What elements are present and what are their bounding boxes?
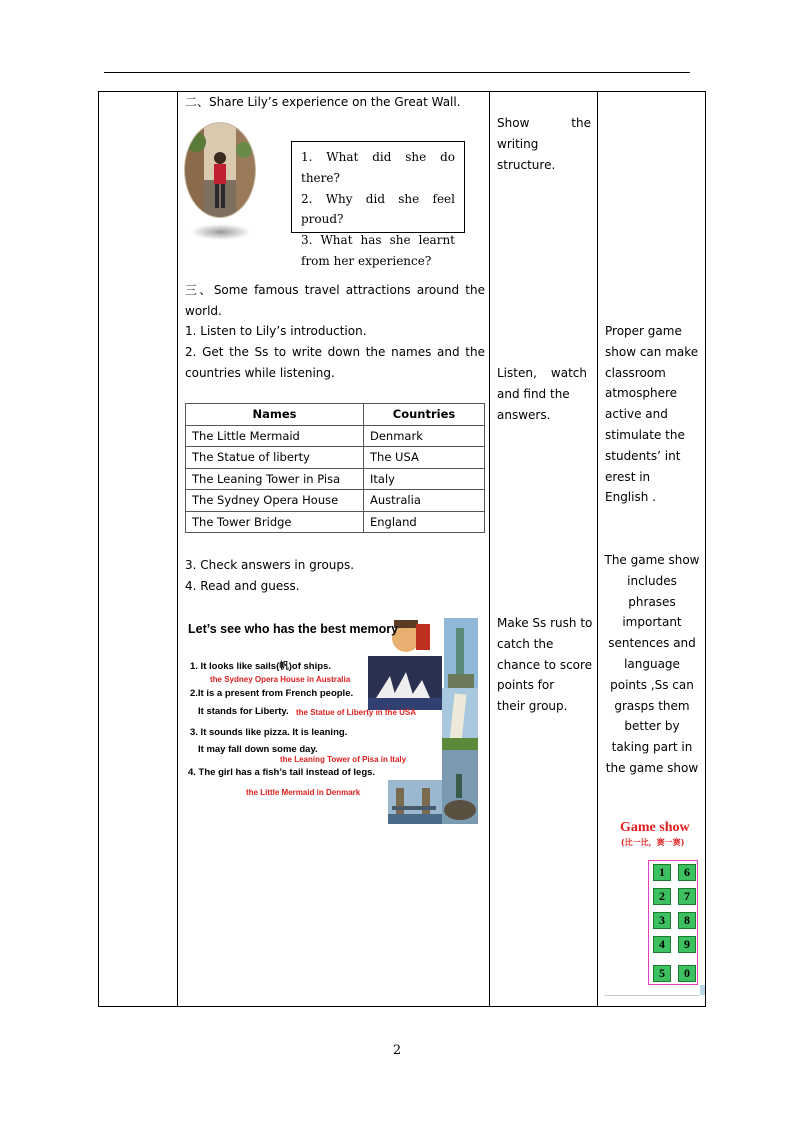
step-2-line1: 2. Get the Ss to write down the names and the <box>185 345 485 359</box>
number-tile: 3 <box>653 912 671 929</box>
game-slide-title: Let’s see who has the best memory <box>188 622 399 636</box>
table-row <box>186 511 485 533</box>
col3-listen <box>497 363 587 425</box>
header-names: Names <box>186 404 364 426</box>
header-countries: Countries <box>364 404 485 426</box>
country-cell: The USA <box>364 447 485 469</box>
clue-4: 4. The girl has a fish’s tail instead of legs. <box>188 767 376 778</box>
line: catch the <box>497 636 554 651</box>
word: Show <box>497 116 530 130</box>
line: show can make <box>605 344 699 359</box>
word: Listen, <box>497 366 537 380</box>
line: chance to score <box>497 657 593 672</box>
word: the <box>571 116 591 130</box>
line: erest in <box>605 469 651 484</box>
game-show-subtitle: (比一比，赛一赛) <box>621 838 685 847</box>
step-3: 3. Check answers in groups. <box>185 558 355 572</box>
name-cell: The Little Mermaid <box>186 425 364 447</box>
line: stimulate the <box>605 427 685 442</box>
clue-2a: 2.It is a present from French people. <box>190 688 354 699</box>
name-cell: The Tower Bridge <box>186 511 364 533</box>
country-cell: Italy <box>364 468 485 490</box>
col4-proper <box>605 321 701 508</box>
name-cell: The Sydney Opera House <box>186 490 364 512</box>
number-tile: 5 <box>653 965 671 982</box>
header-rule <box>104 72 690 73</box>
line: and find the <box>497 386 570 401</box>
step-1: 1. Listen to Lily’s introduction. <box>185 324 367 338</box>
section3-heading-line2: world. <box>185 304 222 318</box>
clue-1: 1. It looks like sails(帆)of ships. <box>190 661 331 672</box>
line: sentences and <box>608 636 696 651</box>
line: writing <box>497 136 539 151</box>
line: structure. <box>497 157 556 172</box>
table-row <box>186 425 485 447</box>
number-tile: 8 <box>678 912 696 929</box>
line: the game show <box>605 760 699 775</box>
answer-3: the Leaning Tower of Pisa in Italy <box>280 755 407 764</box>
memory-game-slide <box>184 614 480 826</box>
answer-4: the Little Mermaid in Denmark <box>246 788 361 797</box>
line: Proper game <box>605 324 682 338</box>
question-1: 1. What did she do there? <box>301 150 455 185</box>
line: phrases <box>628 594 676 609</box>
question-3: 3. What has she learnt from her experience? <box>301 233 455 268</box>
line: better by <box>624 719 680 734</box>
table-row <box>186 447 485 469</box>
questions-box <box>291 141 465 268</box>
number-tile: 9 <box>678 936 696 953</box>
clue-3b: It may fall down some day. <box>198 744 318 755</box>
country-cell: Denmark <box>364 425 485 447</box>
line: language <box>624 656 680 671</box>
step-4: 4. Read and guess. <box>185 579 300 593</box>
table-header-row <box>186 404 485 426</box>
col3-show-writing <box>497 113 591 175</box>
names-countries-table <box>185 403 485 533</box>
line: points for <box>497 678 555 693</box>
line: atmosphere <box>605 386 677 401</box>
question-2: 2. Why did she feel proud? <box>301 191 455 227</box>
game-show-number-grid <box>648 860 698 985</box>
column-divider <box>177 91 178 1007</box>
table-row <box>186 468 485 490</box>
column-divider <box>489 91 490 1007</box>
lily-photo <box>184 120 258 244</box>
page-number: 2 <box>392 1043 402 1058</box>
country-cell: Australia <box>364 490 485 512</box>
line: The game show <box>604 553 700 567</box>
line: grasps them <box>614 698 690 713</box>
col3-make-ss <box>497 613 595 717</box>
word: watch <box>550 366 587 380</box>
slide-corner <box>700 985 705 995</box>
country-cell: England <box>364 511 485 533</box>
number-tile: 6 <box>678 864 696 881</box>
section3-heading-line1: 三、Some famous travel attractions around the <box>185 283 485 297</box>
line: taking part in <box>611 740 693 755</box>
column-divider <box>597 91 598 1007</box>
number-tile: 7 <box>678 888 696 905</box>
line: classroom <box>605 365 666 380</box>
answer-2: the Statue of Liberty in the USA <box>296 708 417 717</box>
number-tile: 0 <box>678 965 696 982</box>
col4-gameshow-text <box>602 550 702 779</box>
line: answers. <box>497 407 551 422</box>
game-show-title: Game show <box>620 820 690 835</box>
clue-3a: 3. It sounds like pizza. It is leaning. <box>190 727 348 738</box>
line: includes <box>627 573 677 588</box>
line: their group. <box>497 699 568 714</box>
number-tile: 1 <box>653 864 671 881</box>
line: points ,Ss can <box>610 677 694 692</box>
name-cell: The Leaning Tower in Pisa <box>186 468 364 490</box>
line: active and <box>605 407 668 422</box>
line: students’ int <box>605 448 681 463</box>
step-2-line2: countries while listening. <box>185 366 335 380</box>
number-tile: 4 <box>653 936 671 953</box>
table-row <box>186 490 485 512</box>
line: important <box>622 615 682 630</box>
line: Make Ss rush to <box>497 616 593 630</box>
clue-2b: It stands for Liberty. <box>198 706 289 717</box>
number-tile: 2 <box>653 888 671 905</box>
answer-1: the Sydney Opera House in Australia <box>210 675 351 684</box>
name-cell: The Statue of liberty <box>186 447 364 469</box>
line: English . <box>605 490 656 505</box>
slide-edge <box>604 995 700 996</box>
section2-heading: 二、Share Lily’s experience on the Great Wall. <box>185 95 461 109</box>
